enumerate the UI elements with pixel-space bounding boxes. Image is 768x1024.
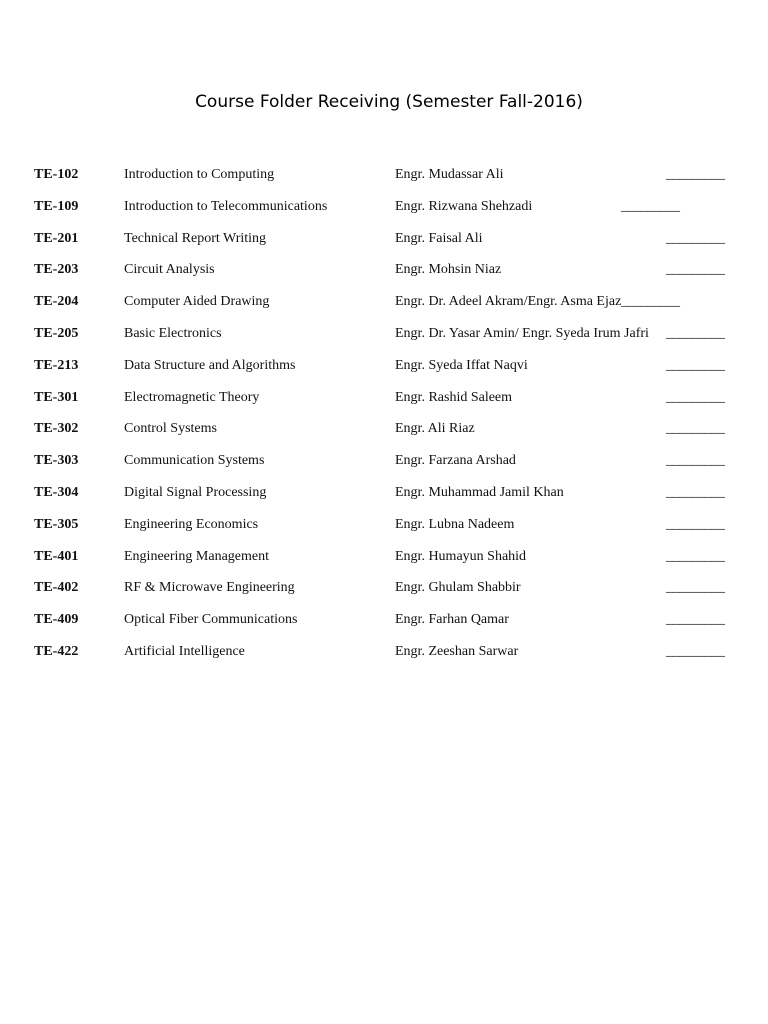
course-code: TE-109 [34,198,79,214]
signature-line: _________ [666,453,725,469]
course-code: TE-305 [34,516,79,532]
course-row [34,611,734,643]
course-instructor: Engr. Rizwana Shehzadi [395,198,533,214]
course-title: Digital Signal Processing [124,484,267,500]
signature-line: _________ [666,357,725,373]
signature-line: _________ [666,548,725,564]
course-row [34,389,734,421]
course-row [34,230,734,262]
course-title: Electromagnetic Theory [124,389,260,405]
signature-line: _________ [621,198,680,214]
signature-line: _________ [666,484,725,500]
course-instructor: Engr. Ghulam Shabbir [395,580,521,596]
signature-line: _________ [666,389,725,405]
signature-line: _________ [666,262,725,278]
course-row [34,643,734,675]
course-row [34,516,734,548]
course-title: Introduction to Computing [124,167,275,182]
course-instructor: Engr. Farzana Arshad [395,453,516,469]
course-title: Engineering Economics [124,516,259,532]
course-title: Basic Electronics [124,325,222,341]
course-title: Computer Aided Drawing [124,294,270,310]
course-instructor: Engr. Mudassar Ali [395,167,504,182]
course-row [34,293,734,325]
page-title: Course Folder Receiving (Semester Fall-2016) [195,92,583,112]
course-code: TE-301 [34,389,79,405]
course-code: TE-203 [34,262,79,278]
signature-line: _________ [621,294,680,310]
course-code: TE-402 [34,580,79,596]
signature-line: _________ [666,421,725,437]
course-row [34,579,734,611]
course-instructor: Engr. Ali Riaz [395,421,475,437]
course-code: TE-303 [34,453,79,469]
course-instructor: Engr. Rashid Saleem [395,389,513,405]
course-title: RF & Microwave Engineering [124,580,295,596]
course-code: TE-201 [34,230,79,246]
signature-line: _________ [666,580,725,596]
course-list [34,166,734,675]
signature-line: _________ [666,230,725,246]
course-title: Engineering Management [124,548,270,564]
course-instructor: Engr. Farhan Qamar [395,612,509,628]
signature-line: _________ [666,643,725,659]
course-row [34,484,734,516]
course-code: TE-422 [34,643,79,659]
course-row [34,452,734,484]
signature-line: _________ [666,612,725,628]
course-instructor: Engr. Syeda Iffat Naqvi [395,357,528,373]
course-instructor: Engr. Faisal Ali [395,230,483,246]
course-title: Technical Report Writing [124,230,267,246]
course-instructor: Engr. Lubna Nadeem [395,516,515,532]
course-instructor: Engr. Zeeshan Sarwar [395,643,519,659]
course-title: Communication Systems [124,453,265,469]
course-row [34,548,734,580]
course-code: TE-204 [34,294,79,310]
course-instructor: Engr. Muhammad Jamil Khan [395,484,564,500]
course-code: TE-102 [34,167,79,182]
signature-line: _________ [666,516,725,532]
course-code: TE-213 [34,357,79,373]
course-instructor: Engr. Dr. Adeel Akram/Engr. Asma Ejaz [395,294,622,310]
signature-line: _________ [666,325,725,341]
course-title: Introduction to Telecommunications [124,198,328,214]
course-title: Optical Fiber Communications [124,612,298,628]
course-row [34,198,734,230]
course-row [34,261,734,293]
course-code: TE-302 [34,421,79,437]
course-row [34,166,734,198]
course-title: Control Systems [124,421,217,437]
course-instructor: Engr. Mohsin Niaz [395,262,502,278]
course-code: TE-409 [34,612,79,628]
course-instructor: Engr. Dr. Yasar Amin/ Engr. Syeda Irum Jafri [395,325,649,341]
course-code: TE-205 [34,325,79,341]
course-code: TE-401 [34,548,79,564]
course-title: Circuit Analysis [124,262,215,278]
course-row [34,420,734,452]
course-title: Data Structure and Algorithms [124,357,296,373]
course-instructor: Engr. Humayun Shahid [395,548,527,564]
signature-line: _________ [666,167,725,182]
course-row [34,357,734,389]
course-title: Artificial Intelligence [124,643,245,659]
course-code: TE-304 [34,484,79,500]
course-row [34,325,734,357]
